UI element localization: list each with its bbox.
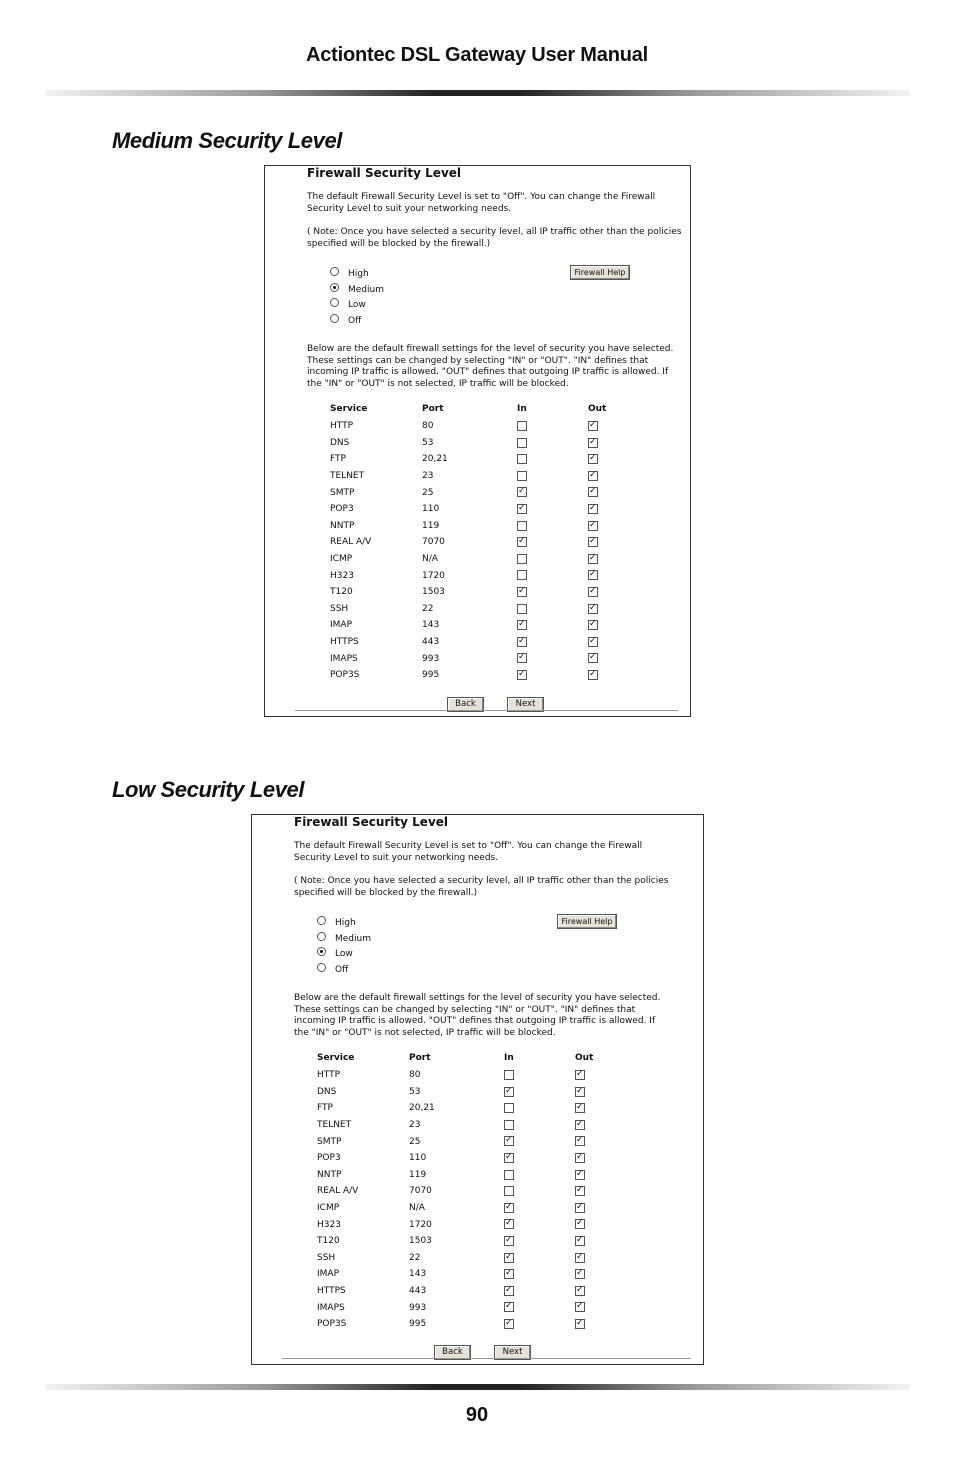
table-row [317,1316,625,1333]
out-checkbox[interactable] [588,438,598,448]
radio-button[interactable] [330,267,339,276]
in-checkbox[interactable] [504,1087,514,1097]
service-name: ICMP [330,554,353,565]
service-name: ICMP [317,1203,340,1214]
in-checkbox[interactable] [504,1070,514,1080]
table-row [317,1283,625,1300]
form-bottom-line [282,1358,691,1359]
service-name: NNTP [330,520,355,531]
security-level-label: Off [335,964,349,975]
out-checkbox[interactable] [588,587,598,597]
service-name: IMAPS [330,653,358,664]
table-row [317,1067,625,1084]
service-name: HTTP [330,421,354,432]
table-row [330,418,638,435]
service-port: 23 [409,1120,421,1131]
service-name: H323 [330,570,354,581]
table-row [317,1084,625,1101]
table-row [330,584,638,601]
table-row [330,534,638,551]
section-heading-medium: Medium Security Level [112,128,343,153]
service-name: FTP [317,1103,333,1114]
service-table [317,1053,625,1333]
service-name: IMAP [330,620,353,631]
out-checkbox[interactable] [575,1136,585,1146]
table-row [317,1100,625,1117]
column-header-service: Service [317,1053,355,1063]
table-row [330,501,638,518]
table-row [330,451,638,468]
service-port: 25 [409,1136,421,1147]
in-checkbox[interactable] [517,653,527,663]
service-port: 110 [409,1153,427,1164]
service-name: TELNET [317,1120,352,1131]
service-port: 25 [422,487,434,498]
table-row [317,1167,625,1184]
header-rule [45,90,910,96]
out-checkbox[interactable] [575,1120,585,1130]
column-header-out: Out [588,404,607,414]
in-checkbox[interactable] [504,1302,514,1312]
out-checkbox[interactable] [575,1236,585,1246]
out-checkbox[interactable] [588,554,598,564]
in-checkbox[interactable] [504,1120,514,1130]
out-checkbox[interactable] [588,487,598,497]
in-checkbox[interactable] [517,454,527,464]
in-checkbox[interactable] [504,1103,514,1113]
column-header-port: Port [409,1053,431,1063]
firewall-screenshot-medium [264,165,691,717]
in-checkbox[interactable] [504,1253,514,1263]
out-checkbox[interactable] [588,537,598,547]
in-checkbox[interactable] [517,487,527,497]
table-row [330,468,638,485]
table-row [330,667,638,684]
back-button[interactable]: Back [447,697,484,712]
in-checkbox[interactable] [517,604,527,614]
firewall-title: Firewall Security Level [294,815,449,829]
in-checkbox[interactable] [504,1153,514,1163]
service-name: HTTPS [330,637,359,648]
service-port: N/A [409,1203,425,1214]
service-port: 22 [422,603,434,614]
out-checkbox[interactable] [575,1087,585,1097]
column-header-port: Port [422,404,444,414]
in-checkbox[interactable] [504,1286,514,1296]
service-port: 110 [422,504,440,515]
footer-rule [45,1384,910,1390]
service-name: POP3S [330,670,360,681]
note-text: ( Note: Once you have selected a security level, all IP traffic other than the policies specified will be blocked by the firewall.) [294,876,669,898]
service-port: 80 [422,421,434,432]
radio-button[interactable] [317,932,326,941]
out-checkbox[interactable] [588,504,598,514]
service-port: 443 [422,637,440,648]
in-checkbox[interactable] [504,1319,514,1329]
table-row [330,634,638,651]
in-checkbox[interactable] [504,1219,514,1229]
page-number: 90 [465,1404,489,1426]
service-name: T120 [330,587,353,598]
service-name: H323 [317,1219,341,1230]
out-checkbox[interactable] [588,471,598,481]
out-checkbox[interactable] [588,454,598,464]
service-port: 443 [409,1286,427,1297]
next-button[interactable]: Next [507,697,544,712]
security-level-label: High [348,269,369,279]
service-name: POP3 [330,504,354,515]
firewall-screenshot-low [251,814,704,1365]
table-row [317,1117,625,1134]
service-port: 143 [422,620,440,631]
out-checkbox[interactable] [575,1269,585,1279]
service-port: 53 [409,1086,421,1097]
table-row [330,484,638,501]
form-bottom-line [295,710,678,711]
column-header-in: In [504,1053,514,1063]
service-port: 119 [409,1169,427,1180]
service-table [330,404,638,684]
service-name: IMAP [317,1269,340,1280]
out-checkbox[interactable] [575,1203,585,1213]
service-port: 23 [422,471,434,482]
out-checkbox[interactable] [588,521,598,531]
service-name: POP3 [317,1153,341,1164]
out-checkbox[interactable] [588,421,598,431]
in-checkbox[interactable] [517,537,527,547]
out-checkbox[interactable] [588,653,598,663]
firewall-help-button[interactable]: Firewall Help [557,914,617,929]
section-heading-low: Low Security Level [112,777,305,802]
service-port: 22 [409,1252,421,1263]
in-checkbox[interactable] [517,637,527,647]
in-checkbox[interactable] [517,554,527,564]
service-name: HTTPS [317,1286,346,1297]
in-checkbox[interactable] [504,1236,514,1246]
next-button[interactable]: Next [494,1345,531,1360]
note-text: ( Note: Once you have selected a security level, all IP traffic other than the policies specified will be blocked by the firewall.) [307,227,682,249]
in-checkbox[interactable] [504,1203,514,1213]
in-checkbox[interactable] [517,587,527,597]
out-checkbox[interactable] [575,1070,585,1080]
in-checkbox[interactable] [517,438,527,448]
out-checkbox[interactable] [575,1302,585,1312]
security-level-label: High [335,918,356,928]
security-level-label: Medium [348,284,384,295]
service-port: 20,21 [409,1103,435,1114]
security-level-label: Low [335,949,353,959]
table-row [330,435,638,452]
service-port: 995 [422,670,440,681]
table-row [317,1266,625,1283]
table-row [330,518,638,535]
service-name: SSH [330,603,349,614]
description-text: Below are the default firewall settings for the level of security you have selected. These settings can be changed by selecting "IN" or "OUT". "IN" defines that incoming IP traffic is allowed. "OUT" defines that outgoing IP traffic is allowed. If the "IN" or "OUT" is not selected, IP traffic will be blocked. [307,344,674,389]
radio-button[interactable] [317,947,326,956]
intro-text: The default Firewall Security Level is set to "Off". You can change the Firewall Security Level to suit your networking needs. [294,841,643,863]
out-checkbox[interactable] [588,620,598,630]
in-checkbox[interactable] [504,1170,514,1180]
in-checkbox[interactable] [517,670,527,680]
table-row [330,617,638,634]
service-port: 1503 [422,587,445,598]
radio-button[interactable] [330,298,339,307]
service-port: 993 [409,1302,427,1313]
service-name: NNTP [317,1169,342,1180]
table-row [317,1183,625,1200]
back-button[interactable]: Back [434,1345,471,1360]
in-checkbox[interactable] [517,570,527,580]
radio-button[interactable] [330,283,339,292]
in-checkbox[interactable] [504,1269,514,1279]
out-checkbox[interactable] [588,670,598,680]
service-name: SSH [317,1252,336,1263]
in-checkbox[interactable] [504,1136,514,1146]
intro-text: The default Firewall Security Level is set to "Off". You can change the Firewall Security Level to suit your networking needs. [307,192,656,214]
service-name: T120 [317,1236,340,1247]
table-header-row [317,1053,625,1067]
service-name: REAL A/V [330,537,372,548]
service-name: TELNET [330,471,365,482]
out-checkbox[interactable] [575,1186,585,1196]
service-name: FTP [330,454,346,465]
service-port: 1503 [409,1236,432,1247]
table-row [317,1133,625,1150]
table-row [317,1250,625,1267]
table-row [330,567,638,584]
service-name: HTTP [317,1070,341,1081]
radio-button[interactable] [317,963,326,972]
table-row [317,1200,625,1217]
radio-button[interactable] [330,314,339,323]
table-row [317,1150,625,1167]
firewall-help-button[interactable]: Firewall Help [570,265,630,280]
out-checkbox[interactable] [575,1103,585,1113]
service-port: 143 [409,1269,427,1280]
service-name: SMTP [330,487,355,498]
out-checkbox[interactable] [575,1286,585,1296]
out-checkbox[interactable] [588,637,598,647]
table-row [317,1299,625,1316]
table-row [330,601,638,618]
out-checkbox[interactable] [588,570,598,580]
security-level-label: Medium [335,933,371,944]
security-level-label: Off [348,315,362,326]
service-name: SMTP [317,1136,342,1147]
out-checkbox[interactable] [575,1170,585,1180]
out-checkbox[interactable] [575,1319,585,1329]
service-name: DNS [330,437,350,448]
in-checkbox[interactable] [517,471,527,481]
table-row [330,551,638,568]
in-checkbox[interactable] [504,1186,514,1196]
service-port: 20,21 [422,454,448,465]
service-port: 1720 [409,1219,432,1230]
service-port: 7070 [422,537,445,548]
service-name: DNS [317,1086,337,1097]
service-port: N/A [422,554,438,565]
out-checkbox[interactable] [575,1153,585,1163]
description-text: Below are the default firewall settings for the level of security you have selected. These settings can be changed by selecting "IN" or "OUT". "IN" defines that incoming IP traffic is allowed. "OUT" defines that outgoing IP traffic is allowed. If the "IN" or "OUT" is not selected, IP traffic will be blocked. [294,993,661,1038]
firewall-title: Firewall Security Level [307,166,462,180]
manual-header-title: Actiontec DSL Gateway User Manual [305,44,649,66]
service-port: 119 [422,520,440,531]
service-name: IMAPS [317,1302,345,1313]
in-checkbox[interactable] [517,521,527,531]
security-level-label: Low [348,300,366,310]
service-port: 7070 [409,1186,432,1197]
out-checkbox[interactable] [575,1253,585,1263]
column-header-service: Service [330,404,368,414]
table-header-row [330,404,638,418]
table-row [317,1216,625,1233]
service-name: POP3S [317,1319,347,1330]
column-header-out: Out [575,1053,594,1063]
in-checkbox[interactable] [517,620,527,630]
service-port: 993 [422,653,440,664]
service-port: 1720 [422,570,445,581]
column-header-in: In [517,404,527,414]
out-checkbox[interactable] [588,604,598,614]
in-checkbox[interactable] [517,421,527,431]
table-row [330,650,638,667]
table-row [317,1233,625,1250]
service-name: REAL A/V [317,1186,359,1197]
in-checkbox[interactable] [517,504,527,514]
radio-button[interactable] [317,916,326,925]
out-checkbox[interactable] [575,1219,585,1229]
service-port: 80 [409,1070,421,1081]
service-port: 995 [409,1319,427,1330]
service-port: 53 [422,437,434,448]
